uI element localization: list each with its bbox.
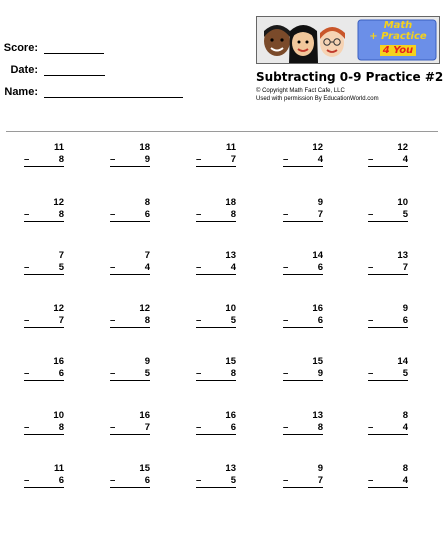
minuend: 10 <box>53 410 64 421</box>
math-practice-logo <box>256 16 440 64</box>
subtrahend: 4 <box>402 475 408 486</box>
subtrahend: 8 <box>58 422 64 433</box>
answer-line <box>24 487 64 488</box>
answer-line <box>196 380 236 381</box>
subtraction-problem <box>368 142 408 176</box>
minus-sign: – <box>24 368 30 379</box>
minuend: 12 <box>53 197 64 208</box>
subtrahend: 5 <box>402 368 408 379</box>
subtraction-problem <box>24 250 64 284</box>
subtrahend: 7 <box>317 209 323 220</box>
subtraction-problem <box>24 356 64 390</box>
answer-line <box>283 434 323 435</box>
name-label: Name: <box>4 86 38 98</box>
answer-line <box>110 380 150 381</box>
subtraction-problem <box>110 142 150 176</box>
subtrahend: 5 <box>58 262 64 273</box>
subtraction-problem <box>110 197 150 231</box>
answer-line <box>368 380 408 381</box>
minuend: 11 <box>53 463 64 474</box>
minuend: 12 <box>397 142 408 153</box>
answer-line <box>24 221 64 222</box>
subtraction-problem <box>24 410 64 444</box>
subtraction-problem <box>283 303 323 337</box>
minuend: 13 <box>225 463 236 474</box>
answer-line <box>110 166 150 167</box>
minuend: 14 <box>312 250 323 261</box>
minus-sign: – <box>110 209 116 220</box>
minus-sign: – <box>196 209 202 220</box>
minus-sign: – <box>368 154 374 165</box>
subtraction-problem <box>196 197 236 231</box>
answer-line <box>24 327 64 328</box>
answer-line <box>283 487 323 488</box>
answer-line <box>110 487 150 488</box>
subtrahend: 6 <box>317 262 323 273</box>
subtrahend: 4 <box>144 262 150 273</box>
subtrahend: 8 <box>58 209 64 220</box>
subtrahend: 6 <box>144 209 150 220</box>
answer-line <box>196 434 236 435</box>
minuend: 8 <box>402 410 408 421</box>
subtraction-problem <box>110 250 150 284</box>
subtrahend: 9 <box>317 368 323 379</box>
answer-line <box>24 434 64 435</box>
subtraction-problem <box>283 142 323 176</box>
subtraction-problem <box>24 303 64 337</box>
answer-line <box>283 166 323 167</box>
minuend: 9 <box>144 356 150 367</box>
subtrahend: 5 <box>402 209 408 220</box>
minuend: 16 <box>139 410 150 421</box>
subtrahend: 5 <box>230 475 236 486</box>
subtrahend: 4 <box>402 154 408 165</box>
minuend: 15 <box>225 356 236 367</box>
subtrahend: 5 <box>230 315 236 326</box>
minus-sign: – <box>283 422 289 433</box>
answer-line <box>24 274 64 275</box>
minuend: 12 <box>139 303 150 314</box>
minus-sign: – <box>24 315 30 326</box>
subtrahend: 6 <box>58 475 64 486</box>
minus-sign: – <box>110 315 116 326</box>
subtraction-problem <box>368 197 408 231</box>
subtrahend: 7 <box>230 154 236 165</box>
minuend: 8 <box>144 197 150 208</box>
answer-line <box>110 274 150 275</box>
subtrahend: 8 <box>317 422 323 433</box>
minus-sign: – <box>368 262 374 273</box>
subtraction-problem <box>110 463 150 497</box>
answer-line <box>368 327 408 328</box>
subtrahend: 4 <box>317 154 323 165</box>
subtraction-problem <box>196 463 236 497</box>
subtrahend: 6 <box>58 368 64 379</box>
subtrahend: 7 <box>317 475 323 486</box>
subtraction-problem <box>24 142 64 176</box>
minuend: 13 <box>225 250 236 261</box>
subtraction-problem <box>196 303 236 337</box>
answer-line <box>24 166 64 167</box>
minus-sign: – <box>196 422 202 433</box>
minuend: 12 <box>53 303 64 314</box>
score-label: Score: <box>3 42 38 54</box>
minus-sign: – <box>368 209 374 220</box>
minuend: 9 <box>402 303 408 314</box>
subtraction-problem <box>368 410 408 444</box>
date-label: Date: <box>10 64 38 76</box>
answer-line <box>283 380 323 381</box>
subtrahend: 6 <box>230 422 236 433</box>
minuend: 16 <box>225 410 236 421</box>
subtraction-problem <box>196 356 236 390</box>
minuend: 15 <box>312 356 323 367</box>
copyright-text: © Copyright Math Fact Cafe, LLC <box>256 88 345 94</box>
answer-line <box>368 274 408 275</box>
minus-sign: – <box>283 368 289 379</box>
minus-sign: – <box>283 315 289 326</box>
subtraction-problem <box>283 197 323 231</box>
minus-sign: – <box>24 209 30 220</box>
minus-sign: – <box>24 475 30 486</box>
subtraction-problem <box>368 356 408 390</box>
subtraction-problem <box>368 250 408 284</box>
minus-sign: – <box>283 475 289 486</box>
subtrahend: 7 <box>58 315 64 326</box>
minus-sign: – <box>196 475 202 486</box>
minus-sign: – <box>110 422 116 433</box>
minuend: 7 <box>58 250 64 261</box>
subtrahend: 8 <box>230 209 236 220</box>
minus-sign: – <box>196 368 202 379</box>
answer-line <box>368 487 408 488</box>
subtrahend: 7 <box>144 422 150 433</box>
minuend: 13 <box>312 410 323 421</box>
answer-line <box>196 221 236 222</box>
minus-sign: – <box>368 422 374 433</box>
subtraction-problem <box>110 410 150 444</box>
subtraction-problem <box>368 303 408 337</box>
subtrahend: 8 <box>144 315 150 326</box>
minus-sign: – <box>24 154 30 165</box>
subtrahend: 6 <box>402 315 408 326</box>
minus-sign: – <box>196 154 202 165</box>
minus-sign: – <box>24 262 30 273</box>
answer-line <box>196 327 236 328</box>
subtraction-problem <box>283 356 323 390</box>
subtrahend: 5 <box>144 368 150 379</box>
minuend: 11 <box>225 142 236 153</box>
logo-line-math: Math <box>383 20 413 31</box>
minus-sign: – <box>283 209 289 220</box>
minuend: 7 <box>144 250 150 261</box>
minuend: 12 <box>312 142 323 153</box>
subtrahend: 6 <box>144 475 150 486</box>
minuend: 10 <box>225 303 236 314</box>
answer-line <box>24 380 64 381</box>
header-divider <box>6 131 438 132</box>
subtrahend: 8 <box>58 154 64 165</box>
subtrahend: 8 <box>230 368 236 379</box>
subtrahend: 7 <box>402 262 408 273</box>
student-info-fields <box>0 0 220 110</box>
minuend: 16 <box>312 303 323 314</box>
answer-line <box>196 487 236 488</box>
minuend: 9 <box>317 463 323 474</box>
minuend: 18 <box>225 197 236 208</box>
subtraction-problem <box>368 463 408 497</box>
answer-line <box>110 327 150 328</box>
minuend: 10 <box>397 197 408 208</box>
minus-sign: – <box>368 475 374 486</box>
subtrahend: 4 <box>230 262 236 273</box>
answer-line <box>110 434 150 435</box>
subtrahend: 6 <box>317 315 323 326</box>
minuend: 15 <box>139 463 150 474</box>
subtrahend: 4 <box>402 422 408 433</box>
subtraction-problem <box>24 197 64 231</box>
subtraction-problem <box>196 410 236 444</box>
answer-line <box>368 221 408 222</box>
subtraction-problem <box>283 463 323 497</box>
subtraction-problem <box>283 250 323 284</box>
minuend: 9 <box>317 197 323 208</box>
subtrahend: 9 <box>144 154 150 165</box>
name-field-line[interactable] <box>44 97 183 98</box>
permission-text: Used with permission By EducationWorld.com <box>256 96 379 102</box>
minuend: 11 <box>53 142 64 153</box>
subtraction-problem <box>110 356 150 390</box>
subtraction-problem <box>110 303 150 337</box>
subtraction-problem <box>283 410 323 444</box>
minus-sign: – <box>196 262 202 273</box>
date-field-line[interactable] <box>44 75 105 76</box>
minus-sign: – <box>368 368 374 379</box>
minuend: 16 <box>53 356 64 367</box>
subtraction-problem <box>196 142 236 176</box>
answer-line <box>196 166 236 167</box>
kid-face-right <box>320 27 345 57</box>
minus-sign: – <box>110 262 116 273</box>
answer-line <box>110 221 150 222</box>
subtraction-problem <box>196 250 236 284</box>
kid-face-middle <box>289 25 318 63</box>
minuend: 8 <box>402 463 408 474</box>
score-field-line[interactable] <box>44 53 104 54</box>
minus-sign: – <box>110 475 116 486</box>
minuend: 13 <box>397 250 408 261</box>
answer-line <box>196 274 236 275</box>
minus-sign: – <box>24 422 30 433</box>
minuend: 14 <box>397 356 408 367</box>
answer-line <box>283 221 323 222</box>
logo-text <box>359 20 437 56</box>
answer-line <box>283 274 323 275</box>
minus-sign: – <box>283 262 289 273</box>
subtraction-problem <box>24 463 64 497</box>
minus-sign: – <box>196 315 202 326</box>
minus-sign: – <box>283 154 289 165</box>
minus-sign: – <box>368 315 374 326</box>
minus-sign: – <box>110 154 116 165</box>
worksheet-header <box>256 16 444 103</box>
answer-line <box>368 166 408 167</box>
minus-sign: – <box>110 368 116 379</box>
worksheet-title: Subtracting 0-9 Practice #2 <box>256 70 444 84</box>
logo-line-4you: 4 You <box>380 45 416 56</box>
logo-line-practice: + Practice <box>369 31 427 42</box>
answer-line <box>283 327 323 328</box>
answer-line <box>368 434 408 435</box>
minuend: 18 <box>139 142 150 153</box>
kid-face-left <box>264 25 290 56</box>
